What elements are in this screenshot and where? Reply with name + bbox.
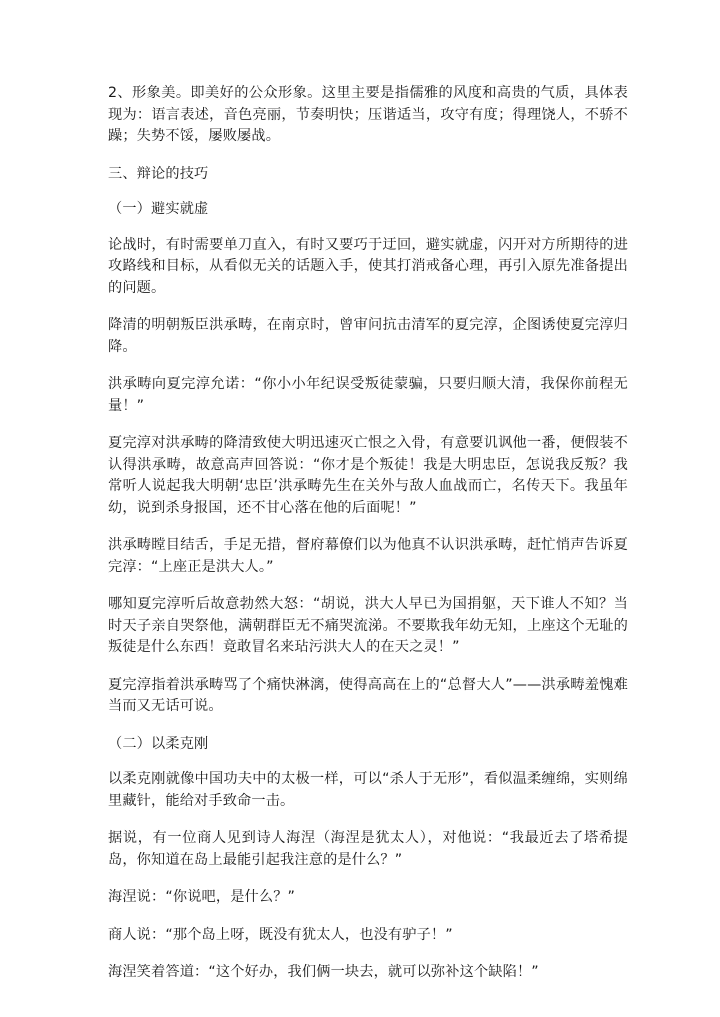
document-page: [108, 83, 628, 1000]
paragraph-hong-interrogation: 降清的明朝叛臣洪承畴，在南京时，曾审问抗击清军的夏完淳，企图诱使夏完淳归降。: [108, 317, 628, 355]
paragraph-heine-asks: 海涅说：“你说吧，是什么？”: [108, 889, 296, 905]
paragraph-merchant-says: 商人说：“那个岛上呀，既没有犹太人，也没有驴子！”: [108, 926, 453, 943]
paragraph-avoid-strength-intro: 论战时，有时需要单刀直入，有时又要巧于迂回，避实就虚，闪开对方所期待的进攻路线和目标，从看似无关的话题入手，使其打消戒备心理，再引入原先准备提出的问题。: [108, 236, 628, 296]
paragraph-merchant-heine: 据说，有一位商人见到诗人海涅（海涅是犹太人），对他说：“我最近去了塔希提岛，你知道在岛上最能引起我注意的是什么？”: [108, 830, 628, 868]
subheading-avoid-strength: （一）避实就虚: [108, 201, 209, 217]
paragraph-hong-promise: 洪承畴向夏完淳允诺：“你小小年纪误受叛徒蒙骗，只要归顺大清，我保你前程无量！”: [108, 376, 628, 414]
paragraph-image-beauty: 2、形象美。即美好的公众形象。这里主要是指儒雅的风度和高贵的气质，具体表现为：语言表述，音色亮丽，节奏明快；压谐适当，攻守有度；得理饶人，不骄不躁；失势不馁，屡败屡战。: [108, 85, 628, 144]
paragraph-heine-answers: 海涅笑着答道：“这个好办，我们俩一块去，就可以弥补这个缺陷！”: [108, 964, 539, 980]
subheading-soft-overcomes-hard: （二）以柔克刚: [108, 735, 209, 752]
paragraph-xia-anger: 哪知夏完淳听后故意勃然大怒：“胡说，洪大人早已为国捐躯，天下谁人不知？当时天子亲自哭祭他，满朝群臣无不痛哭流涕。不要欺我年幼无知，上座这个无耻的叛徒是什么东西！竟敢冒名来玷污洪大人的在天之灵！”: [108, 596, 628, 655]
section-heading-debate-skills: 三、辩论的技巧: [108, 165, 209, 182]
paragraph-hong-stunned: 洪承畴瞠目结舌，手足无措，督府幕僚们以为他真不认识洪承畴，赶忙悄声告诉夏完淳：“上座正是洪大人。”: [108, 537, 628, 575]
paragraph-hong-shamed: 夏完淳指着洪承畴骂了个痛快淋漓，使得高高在上的“总督大人”——洪承畴羞愧难当而又无话可说。: [108, 676, 628, 714]
paragraph-xia-reply: 夏完淳对洪承畴的降清致使大明迅速灭亡恨之入骨，有意要讥讽他一番，便假装不认得洪承畴，故意高声回答说：“你才是个叛徒！我是大明忠臣，怎说我反叛？我常听人说起我大明朝‘忠臣’洪承畴先生在关外与敌人血战而亡，名传天下。我虽年幼，说到杀身报国，还不甘心落在他的后面呢！”: [108, 435, 628, 516]
paragraph-soft-overcomes-hard-intro: 以柔克刚就像中国功夫中的太极一样，可以“杀人于无形”，看似温柔缠绵，实则绵里藏针，能给对手致命一击。: [108, 771, 628, 809]
